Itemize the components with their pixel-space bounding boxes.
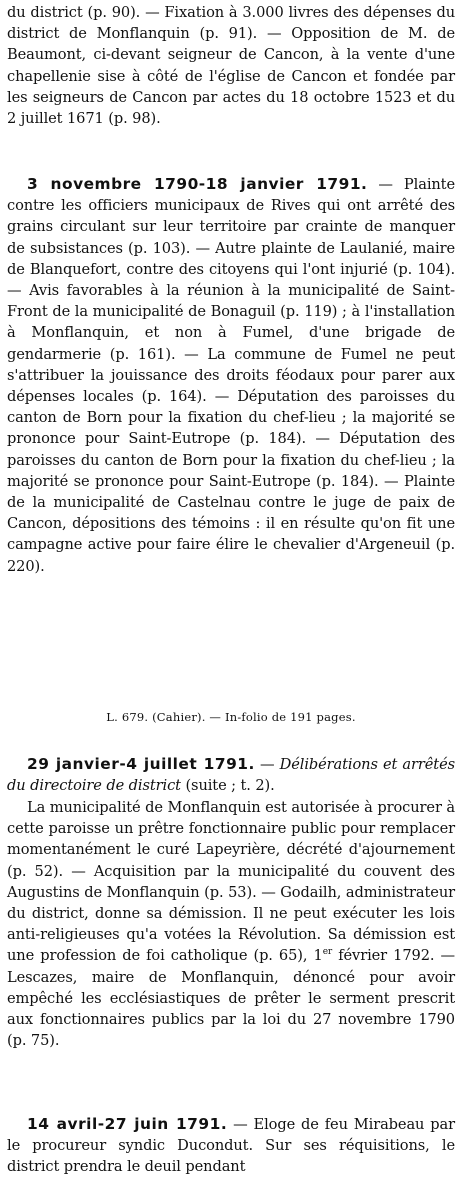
paragraph-continued (7, 2, 455, 129)
entry-text: — Plainte contre les officiers municipaux de Rives qui ont arrêté des grains circulant sur leur territoire par crainte de manquer de subsistances (p. 103). — Autre plainte de Laulanié, maire de Blanquefort, contre des citoyens qui l'ont injurié (p. 104). — Avis favorables à la réunion à la municipalité de Saint-Front de la municipalité de Bonaguil (p. 119) ; à l'installation à Monflanquin, et non à Fumel, d'une brigade de gendarmerie (p. 161). — La commune de Fumel ne peut s'attribuer la jouissance des droits féodaux pour parer aux dépenses locales (p. 164). — Députation des paroisses du canton de Born pour la fixation du chef-lieu ; la majorité se prononce pour Saint-Eutrope (p. 184). — Députation des paroisses du canton de Born pour la fixation du chef-lieu ; la majorité se prononce pour Saint-Eutrope (p. 184). — Plainte de la municipalité de Castelnau contre le juge de paix de Cancon, dépositions des témoins : il en résulte qu'on fit une campagne active pour faire élire le chevalier d'Argeneuil (p. 220). (7, 176, 455, 575)
paragraph-text: du district (p. 90). — Fixation à 3.000 livres des dépenses du district de Monflanquin (p. 91). — Opposition de M. de Beaumont, ci-devant seigneur de Cancon, à la vente d'une chapellenie sise à côté de l'église de Cancon et fondée par les seigneurs de Cancon par actes du 18 octobre 1523 et du 2 juillet 1671 (p. 98). (7, 4, 455, 128)
entry-title: Délibérations et arrêtés du directoire de district (7, 756, 455, 795)
entry-1790-1791 (7, 174, 455, 577)
entry-dash: — (254, 756, 280, 773)
superscript: er (322, 947, 333, 958)
entry-1791-jan-jul (7, 754, 455, 796)
entry-date-heading: 29 janvier-4 juillet 1791. (27, 755, 255, 773)
entry-1791-apr-jun (7, 1114, 455, 1178)
entry-body (7, 797, 455, 1051)
entry-text-cont: février 1792. — Lescazes, maire de Monflanquin, dénoncé pour avoir empêché les ecclésiastiques de prêter le serment prescrit aux fonctionnaires publics par la loi du 27 novembre 1790 (p. 75). (7, 947, 455, 1050)
entry-title-suffix: (suite ; t. 2). (180, 777, 275, 795)
archive-reference (7, 709, 455, 725)
entry-date-heading: 14 avril-27 juin 1791. (27, 1115, 228, 1133)
entry-text: — Eloge de feu Mirabeau par le procureur syndic Ducondut. Sur ses réquisitions, le district prendra le deuil pendant (7, 1116, 455, 1176)
reference-text: L. 679. (Cahier). — In-folio de 191 pages. (106, 710, 356, 724)
entry-text: La municipalité de Monflanquin est autorisée à procurer à cette paroisse un prêtre fonctionnaire public pour remplacer momentanément le curé Lapeyrière, décrété d'ajournement (p. 52). — Acquisition par la municipalité du couvent des Augustins de Monflanquin (p. 53). — Godailh, administrateur du district, donne sa démission. Il ne peut exécuter les lois anti-religieuses qu'a votées la Révolution. Sa démission est une profession de foi catholique (p. 65), 1 (7, 799, 455, 965)
entry-date-heading: 3 novembre 1790-18 janvier 1791. (27, 175, 368, 193)
